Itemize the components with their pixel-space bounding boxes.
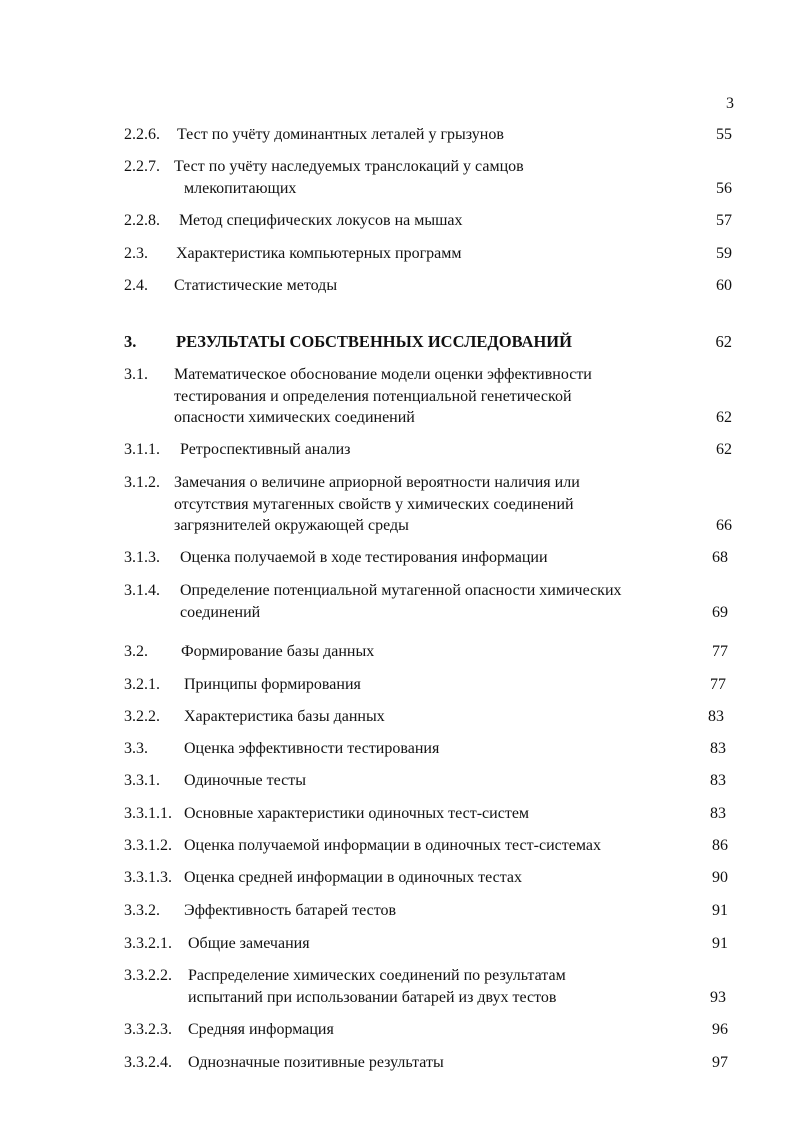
toc-entry-3-3-1-2 — [124, 835, 736, 857]
toc-entry-page: 57 — [716, 212, 732, 229]
toc-entry-title: Однозначные позитивные результаты — [188, 1054, 444, 1071]
toc-entry-number: 3.3.2.1. — [124, 935, 172, 952]
toc-entry-number: 3.3.1.1. — [124, 805, 172, 822]
toc-entry-number: 3.3. — [124, 740, 148, 757]
toc-entry-title: Оценка получаемой информации в одиночных тест-системах — [184, 837, 601, 854]
toc-entry-page: 77 — [710, 676, 726, 693]
toc-entry-title: Определение потенциальной мутагенной опасности химических — [180, 582, 622, 599]
toc-entry-3-3 — [124, 738, 736, 760]
toc-entry-number: 3.3.2.3. — [124, 1021, 172, 1038]
toc-entry-page: 83 — [710, 740, 726, 757]
toc-entry-page: 97 — [712, 1054, 728, 1071]
toc-entry-3-2-1 — [124, 674, 736, 696]
toc-entry-2-3 — [124, 243, 736, 265]
toc-entry-number: 3.1.3. — [124, 549, 160, 566]
toc-entry-title-continuation: загрязнителей окружающей среды — [174, 517, 409, 534]
toc-entry-3-3-2-1 — [124, 933, 736, 955]
toc-entry-title-continuation: испытаний при использовании батарей из двух тестов — [188, 988, 557, 1006]
toc-entry-3-3-2-4 — [124, 1052, 736, 1074]
toc-entry-3-2 — [124, 641, 736, 663]
toc-entry-title: Одиночные тесты — [184, 772, 306, 789]
toc-entry-number: 2.2.7. — [124, 158, 160, 175]
toc-entry-title: Принципы формирования — [184, 676, 361, 693]
toc-entry-page: 90 — [712, 869, 728, 886]
toc-entry-3-3-1-1 — [124, 803, 736, 825]
toc-entry-number: 3.2.1. — [124, 676, 160, 693]
toc-entry-number: 2.2.8. — [124, 212, 160, 229]
toc-entry-page: 68 — [712, 549, 728, 566]
toc-entry-page: 66 — [716, 517, 732, 534]
toc-entry-page: 91 — [712, 902, 728, 919]
toc-entry-number: 2.3. — [124, 245, 148, 262]
toc-entry-title: Тест по учёту наследуемых транслокаций у самцов — [174, 158, 524, 175]
toc-entry-page: 93 — [710, 988, 726, 1006]
toc-entry-title: Метод специфических локусов на мышах — [179, 212, 463, 229]
toc-entry-title-continuation: тестирования и определения потенциальной генетической — [174, 387, 572, 405]
toc-entry-3-1-2 — [124, 472, 736, 537]
toc-entry-2-4 — [124, 275, 736, 297]
toc-entry-title: Основные характеристики одиночных тест-систем — [184, 805, 530, 822]
toc-entry-title-continuation: отсутствия мутагенных свойств у химических соединений — [174, 495, 574, 513]
toc-entry-page: 83 — [710, 805, 726, 822]
toc-entry-title: Оценка получаемой в ходе тестирования информации — [180, 549, 548, 566]
toc-entry-number: 3.1.1. — [124, 441, 160, 458]
toc-entry-3-1-3 — [124, 547, 736, 569]
toc-entry-page: 59 — [716, 245, 732, 262]
toc-chapter-title: РЕЗУЛЬТАТЫ СОБСТВЕННЫХ ИССЛЕДОВАНИЙ — [176, 332, 572, 351]
toc-entry-3-3-1 — [124, 770, 736, 792]
toc-entry-page: 83 — [708, 708, 724, 725]
toc-entry-title-continuation: соединений — [180, 603, 261, 621]
toc-entry-number: 3.1.2. — [124, 474, 160, 491]
toc-entry-title: Ретроспективный анализ — [180, 441, 351, 458]
toc-entry-page: 62 — [716, 409, 732, 426]
toc-entry-2-2-6 — [124, 124, 736, 146]
toc-entry-page: 60 — [716, 277, 732, 294]
toc-entry-number: 3.2. — [124, 643, 148, 660]
toc-entry-title: Замечания о величине априорной вероятности наличия или — [174, 474, 580, 491]
toc-entry-2-2-7 — [124, 156, 736, 199]
toc-entry-number: 3.3.1.2. — [124, 837, 172, 854]
toc-entry-page: 69 — [712, 603, 728, 621]
toc-entry-page: 56 — [716, 179, 732, 197]
toc-entry-title: Статистические методы — [174, 277, 338, 294]
toc-entry-page: 91 — [712, 935, 728, 952]
toc-entry-page: 77 — [712, 643, 728, 660]
toc-entry-3-1-1 — [124, 439, 736, 461]
toc-entry-title: Распределение химических соединений по результатам — [188, 967, 566, 984]
toc-entry-page: 62 — [715, 332, 732, 351]
toc-entry-title: Оценка средней информации в одиночных тестах — [184, 869, 523, 886]
toc-entry-title: Характеристика компьютерных программ — [176, 245, 462, 262]
toc-entry-number: 3. — [124, 332, 137, 351]
toc-entry-title-continuation: млекопитающих — [184, 179, 297, 197]
toc-entry-number: 3.1.4. — [124, 582, 160, 599]
toc-entry-title: Эффективность батарей тестов — [184, 902, 397, 919]
toc-entry-page: 86 — [712, 837, 728, 854]
toc-entry-title: Формирование базы данных — [181, 643, 375, 660]
toc-entry-title: Тест по учёту доминантных леталей у грызунов — [177, 126, 504, 143]
toc-entry-number: 3.3.2.2. — [124, 967, 172, 984]
toc-entry-number: 2.4. — [124, 277, 148, 294]
toc-entry-number: 3.3.2.4. — [124, 1054, 172, 1071]
toc-entry-page: 62 — [716, 441, 732, 458]
toc-entry-3-3-1-3 — [124, 867, 736, 889]
toc-entry-3-1 — [124, 364, 736, 429]
toc-entry-3-2-2 — [124, 706, 736, 728]
toc-entry-page: 96 — [712, 1021, 728, 1038]
toc-entry-title: Математическое обоснование модели оценки эффективности — [174, 366, 592, 383]
toc-entry-title: Характеристика базы данных — [184, 708, 385, 725]
toc-entry-3-3-2 — [124, 900, 736, 922]
toc-entry-title: Оценка эффективности тестирования — [184, 740, 440, 757]
toc-entry-page: 83 — [710, 772, 726, 789]
toc-entry-page: 55 — [716, 126, 732, 143]
toc-entry-number: 3.3.1.3. — [124, 869, 172, 886]
toc-entry-title: Средняя информация — [188, 1021, 334, 1038]
toc-entry-3-3-2-2 — [124, 965, 736, 1008]
page-number: 3 — [726, 95, 734, 112]
toc-entry-number: 3.3.2. — [124, 902, 160, 919]
toc-entry-3 — [124, 331, 736, 353]
toc-entry-title: Общие замечания — [188, 935, 310, 952]
toc-entry-3-1-4 — [124, 580, 736, 623]
toc-entry-3-3-2-3 — [124, 1019, 736, 1041]
toc-entry-2-2-8 — [124, 210, 736, 232]
toc-entry-number: 3.1. — [124, 366, 148, 383]
toc-entry-number: 3.2.2. — [124, 708, 160, 725]
toc-entry-number: 3.3.1. — [124, 772, 160, 789]
toc-entry-title-continuation: опасности химических соединений — [174, 409, 415, 426]
toc-entry-number: 2.2.6. — [124, 126, 160, 143]
